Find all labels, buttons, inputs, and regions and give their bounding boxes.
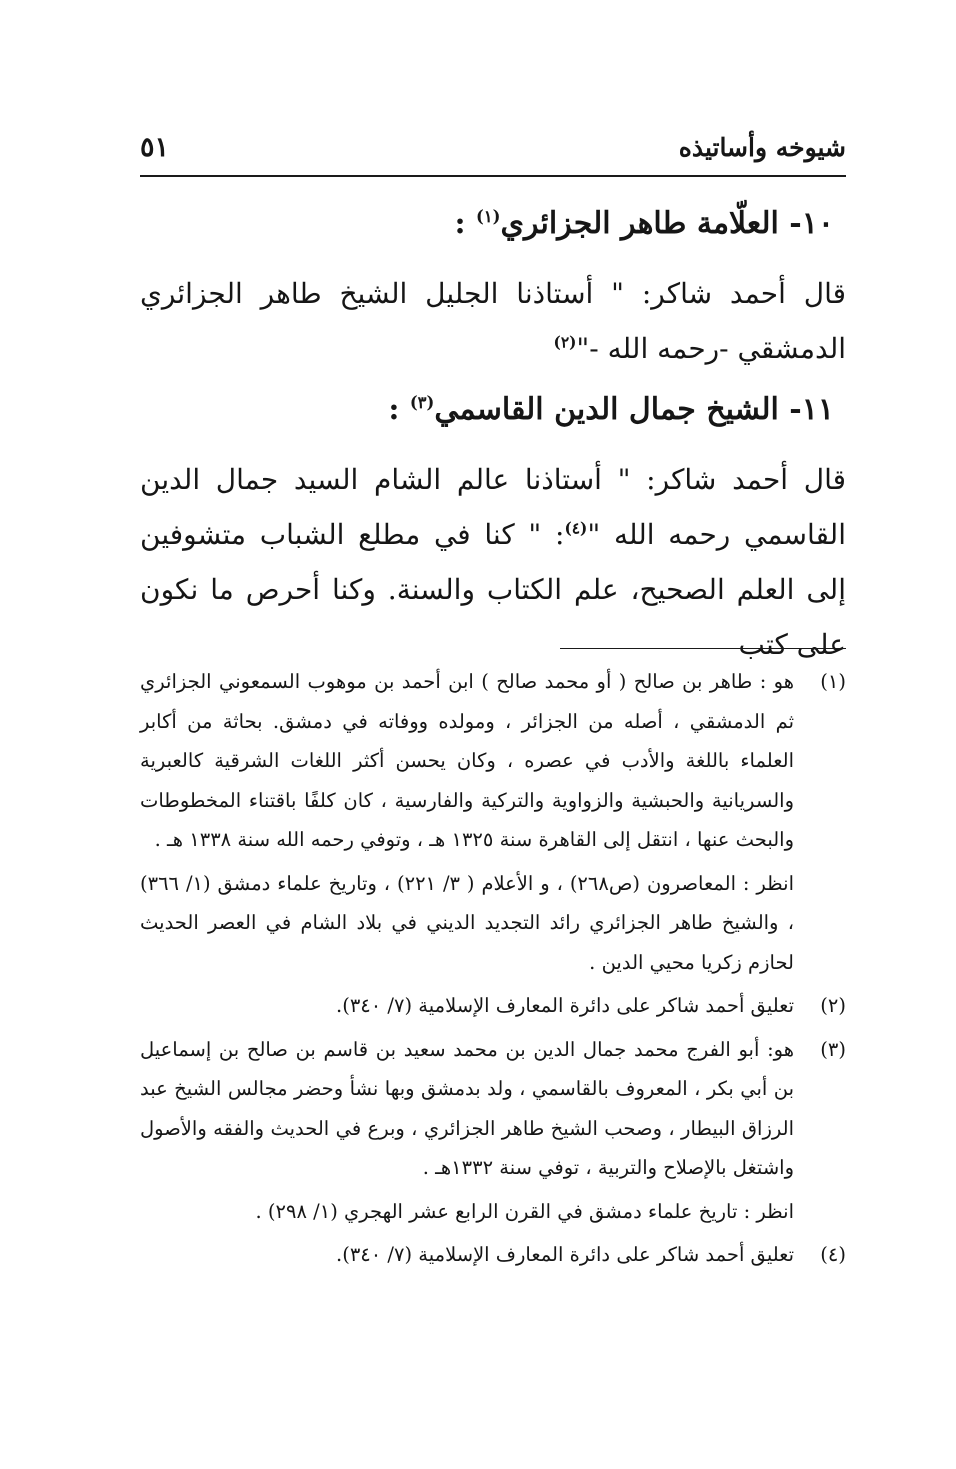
running-header: [140, 128, 846, 174]
footnote-separator: [560, 648, 846, 649]
header-rule: [140, 175, 846, 177]
heading-text: ١١- الشيخ جمال الدين القاسمي: [434, 392, 834, 427]
heading-colon: :: [454, 206, 466, 241]
paragraph-text-continued: : " كنا في مطلع الشباب متشوفين إلى العلم الصحيح، علم الكتاب والسنة. وكنا أحرص ما نكون على كتب: [140, 518, 846, 661]
heading-colon: :: [388, 392, 400, 427]
section-heading-11: [388, 386, 834, 434]
footnote-4: [140, 1235, 846, 1275]
footnote-ref: (٢): [553, 333, 577, 352]
footnote-ref: (٣): [409, 393, 435, 412]
footnote-1: [140, 662, 846, 982]
footnote-text: هو: أبو الفرج محمد جمال الدين بن محمد سعيد بن قاسم بن صالح بن إسماعيل بن أبي بكر ، المعروف بالقاسمي ، ولد بدمشق وبها نشأ وحضر مجالس الشيخ عبد الرزاق البيطار ، وصحب الشيخ طاهر الجزائري ، وبرع في الحديث والفقه والأصول واشتغل بالإصلاح والتربية ، توفي سنة ١٣٣٢هـ .: [140, 1037, 794, 1179]
footnote-number: (٤): [820, 1243, 846, 1266]
footnote-reference: انظر : المعاصرون (ص٢٦٨) ، و الأعلام ( ٣/ ٢٢١) ، وتاريخ علماء دمشق (١/ ٣٦٦) ، والشيخ طاهر الجزائري رائد التجديد الديني في بلاد الشام في العصر الحديث لحازم زكريا محيي الدين .: [140, 871, 794, 974]
footnote-text: هو : طاهر بن صالح ( أو محمد صالح ) ابن أحمد بن موهوب السمعوني الجزائري ثم الدمشقي ، أصله من الجزائر ، ومولده ووفاته في دمشق. بحاثة من أكابر العلماء باللغة والأدب في عصره ، وكان يحسن أكثر اللغات الشرقية كالعبرية والسريانية والحبشية والزواوية والتركية والفارسية ، كان كلفًا باقتناء المخطوطات والبحث عنها ، انتقل إلى القاهرة سنة ١٣٢٥ هـ ، وتوفي رحمه الله سنة ١٣٣٨ هـ .: [140, 670, 794, 851]
footnote-text: تعليق أحمد شاكر على دائرة المعارف الإسلامية (٧/ ٣٤٠).: [336, 1243, 794, 1266]
chapter-title: شيوخه وأساتيذه: [678, 133, 846, 162]
heading-text: ١٠- العلّامة طاهر الجزائري: [500, 206, 834, 241]
footnote-2: [140, 986, 846, 1026]
footnotes: [140, 662, 846, 1275]
footnote-ref: (٤): [564, 519, 588, 538]
paragraph-text: قال أحمد شاكر: " أستاذنا الجليل الشيخ طاهر الجزائري الدمشقي -رحمه الله -": [140, 277, 846, 365]
footnote-number: (٣): [820, 1037, 846, 1061]
footnote-text: تعليق أحمد شاكر على دائرة المعارف الإسلامية (٧/ ٣٤٠).: [336, 994, 794, 1017]
section-heading-10: [454, 200, 834, 248]
paragraph-text: قال أحمد شاكر: " أستاذنا عالم الشام السيد جمال الدين القاسمي رحمه الله ": [140, 463, 846, 551]
page-number: ٥١: [140, 132, 170, 163]
footnote-number: (١): [820, 670, 846, 693]
footnote-3: [140, 1030, 846, 1232]
section-10-paragraph: [140, 266, 846, 376]
footnote-reference: انظر : تاريخ علماء دمشق في القرن الرابع عشر الهجري (١/ ٢٩٨) .: [255, 1199, 794, 1223]
footnote-number: (٢): [820, 994, 846, 1017]
footnote-ref: (١): [475, 207, 501, 226]
section-11-paragraph: [140, 452, 846, 672]
